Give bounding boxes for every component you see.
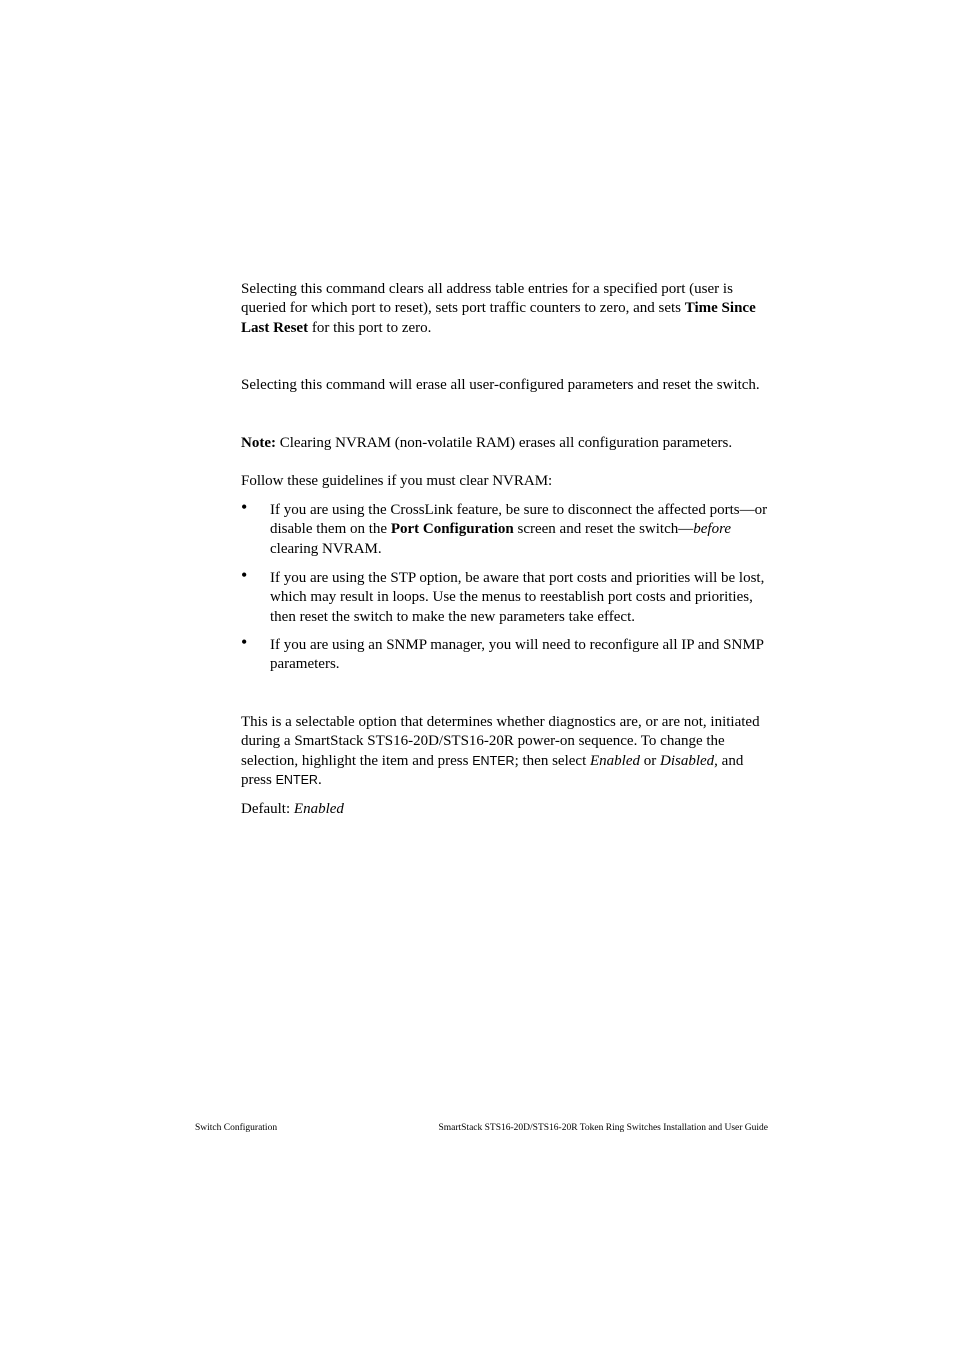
guideline-text-part: clearing NVRAM. bbox=[270, 540, 382, 557]
enter-key: ENTER bbox=[275, 773, 318, 788]
diagnostics-description bbox=[241, 713, 771, 791]
diagnostics-default bbox=[241, 800, 771, 819]
reset-port-description bbox=[241, 280, 771, 338]
port-configuration-term: Port Configuration bbox=[390, 521, 514, 538]
bullet-icon: • bbox=[241, 565, 248, 585]
diagnostics-text-part: This is a selectable option that determines whether diagnostics are, or are not, initiated during a SmartStack STS16-20D/STS16-20R power-on sequence. To change the selection, highlight the item and press bbox=[241, 714, 760, 769]
guideline-text: If you are using the STP option, be aware that port costs and priorities will be lost, which may result in loops. Use the menus to reestablish port costs and priorities, then reset the switch to make the new parameters take effect. bbox=[270, 570, 765, 625]
guideline-text bbox=[270, 501, 770, 559]
guideline-text-part: screen and reset the switch— bbox=[513, 521, 694, 538]
note-label: Note: bbox=[241, 435, 276, 451]
bullet-icon: • bbox=[241, 497, 248, 517]
diagnostics-text-part: . bbox=[317, 772, 322, 789]
enabled-option: Enabled bbox=[589, 752, 640, 769]
default-value: Enabled bbox=[293, 801, 344, 817]
note-text: Clearing NVRAM (non-volatile RAM) erases all configuration parameters. bbox=[275, 435, 733, 451]
guidelines-intro: Follow these guidelines if you must clear NVRAM: bbox=[241, 473, 553, 489]
diagnostics-text-part: ; then select bbox=[514, 752, 590, 769]
disabled-option: Disabled bbox=[659, 752, 715, 769]
diagnostics-text-part: or bbox=[639, 752, 660, 769]
bullet-icon: • bbox=[241, 632, 248, 652]
footer-document-title: SmartStack STS16-20D/STS16-20R Token Ring Switches Installation and User Guide bbox=[438, 1123, 768, 1133]
reset-port-text-2: for this port to zero. bbox=[308, 319, 432, 336]
reset-port-text-1: Selecting this command clears all address table entries for a specified port (user is queried for which port to reset), sets port traffic counters to zero, and sets bbox=[241, 281, 733, 317]
clear-nvram-description: Selecting this command will erase all user-configured parameters and reset the switch. bbox=[241, 377, 760, 393]
time-since-last-reset-term: Time Since Last Reset bbox=[241, 300, 756, 336]
footer-section-title: Switch Configuration bbox=[195, 1123, 278, 1133]
guideline-text-part: If you are using the CrossLink feature, be sure to disconnect the affected ports—or disable them on the bbox=[270, 502, 768, 538]
default-label: Default: bbox=[241, 801, 294, 817]
enter-key: ENTER bbox=[472, 753, 515, 768]
before-emphasis: before bbox=[693, 521, 732, 538]
diagnostics-text-part: , and press bbox=[241, 752, 744, 789]
nvram-note bbox=[241, 434, 771, 453]
guideline-text: If you are using an SNMP manager, you will need to reconfigure all IP and SNMP parameters. bbox=[270, 637, 764, 673]
